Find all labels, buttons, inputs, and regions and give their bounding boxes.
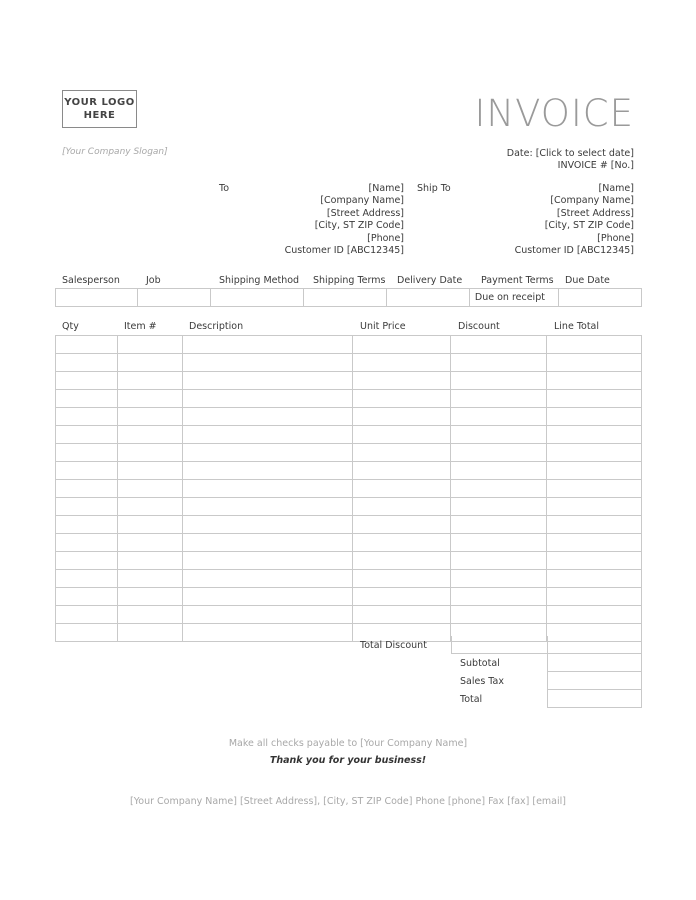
- description-cell[interactable]: [183, 516, 353, 534]
- item-number-cell[interactable]: [118, 624, 183, 642]
- table-row: [56, 534, 642, 552]
- ship-to-phone[interactable]: [Phone]: [597, 232, 634, 244]
- item-number-cell[interactable]: [118, 588, 183, 606]
- unit-price-cell[interactable]: [353, 588, 451, 606]
- bill-to-address[interactable]: [285, 183, 404, 257]
- qty-cell[interactable]: [56, 534, 118, 552]
- line-total-cell[interactable]: [547, 462, 642, 480]
- payment-terms-cell[interactable]: Due on receipt: [469, 289, 558, 307]
- line-total-cell[interactable]: [547, 444, 642, 462]
- ship-to-address[interactable]: [515, 183, 634, 257]
- description-cell[interactable]: [183, 408, 353, 426]
- unit-price-cell[interactable]: [353, 498, 451, 516]
- invoice-date[interactable]: Date: [Click to select date]: [506, 148, 634, 159]
- header-item-number: Item #: [124, 321, 157, 332]
- discount-cell[interactable]: [451, 516, 547, 534]
- item-number-cell[interactable]: [118, 606, 183, 624]
- discount-cell[interactable]: [451, 606, 547, 624]
- company-logo-placeholder: [62, 90, 137, 128]
- description-cell[interactable]: [183, 480, 353, 498]
- item-number-cell[interactable]: [118, 408, 183, 426]
- line-total-cell[interactable]: [547, 408, 642, 426]
- total-discount-linetotal-cell[interactable]: [547, 636, 642, 654]
- unit-price-cell[interactable]: [353, 516, 451, 534]
- qty-cell[interactable]: [56, 552, 118, 570]
- line-total-cell[interactable]: [547, 390, 642, 408]
- header-job: Job: [146, 275, 161, 286]
- header-unit-price: Unit Price: [360, 321, 406, 332]
- qty-cell[interactable]: [56, 570, 118, 588]
- item-number-cell[interactable]: [118, 534, 183, 552]
- header-discount: Discount: [458, 321, 500, 332]
- item-number-cell[interactable]: [118, 516, 183, 534]
- ship-to-street[interactable]: [Street Address]: [556, 207, 634, 219]
- description-cell[interactable]: [183, 336, 353, 354]
- qty-cell[interactable]: [56, 426, 118, 444]
- description-cell[interactable]: [183, 534, 353, 552]
- description-cell[interactable]: [183, 498, 353, 516]
- bill-to-company[interactable]: [Company Name]: [320, 195, 404, 207]
- discount-cell[interactable]: [451, 498, 547, 516]
- total-label: Total: [460, 694, 483, 705]
- qty-cell[interactable]: [56, 588, 118, 606]
- discount-cell[interactable]: [451, 534, 547, 552]
- description-cell[interactable]: [183, 570, 353, 588]
- qty-cell[interactable]: [56, 354, 118, 372]
- line-items-table: [55, 335, 642, 642]
- total-cell[interactable]: [547, 690, 642, 708]
- bill-to-name[interactable]: [Name]: [368, 183, 404, 194]
- ship-to-name[interactable]: [Name]: [598, 183, 634, 194]
- line-total-cell[interactable]: [547, 480, 642, 498]
- unit-price-cell[interactable]: [353, 444, 451, 462]
- unit-price-cell[interactable]: [353, 354, 451, 372]
- unit-price-cell[interactable]: [353, 372, 451, 390]
- qty-cell[interactable]: [56, 408, 118, 426]
- job-cell[interactable]: [138, 289, 210, 307]
- item-number-cell[interactable]: [118, 462, 183, 480]
- description-cell[interactable]: [183, 372, 353, 390]
- unit-price-cell[interactable]: [353, 480, 451, 498]
- line-total-cell[interactable]: [547, 570, 642, 588]
- discount-cell[interactable]: [451, 552, 547, 570]
- unit-price-cell[interactable]: [353, 390, 451, 408]
- discount-cell[interactable]: [451, 426, 547, 444]
- line-total-cell[interactable]: [547, 588, 642, 606]
- ship-to-company[interactable]: [Company Name]: [550, 195, 634, 207]
- unit-price-cell[interactable]: [353, 624, 451, 642]
- qty-cell[interactable]: [56, 480, 118, 498]
- company-contact-footer: [Your Company Name] [Street Address], [City, ST ZIP Code] Phone [phone] Fax [fax] [email]: [130, 796, 566, 807]
- line-total-cell[interactable]: [547, 516, 642, 534]
- item-number-cell[interactable]: [118, 480, 183, 498]
- qty-cell[interactable]: [56, 444, 118, 462]
- unit-price-cell[interactable]: [353, 336, 451, 354]
- due-date-cell[interactable]: [558, 289, 641, 307]
- unit-price-cell[interactable]: [353, 534, 451, 552]
- discount-cell[interactable]: [451, 390, 547, 408]
- header-payment-terms: Payment Terms: [481, 275, 554, 286]
- description-cell[interactable]: [183, 426, 353, 444]
- discount-cell[interactable]: [451, 408, 547, 426]
- item-number-cell[interactable]: [118, 390, 183, 408]
- item-number-cell[interactable]: [118, 354, 183, 372]
- sales-tax-cell[interactable]: [547, 672, 642, 690]
- discount-cell[interactable]: [451, 354, 547, 372]
- qty-cell[interactable]: [56, 462, 118, 480]
- header-qty: Qty: [62, 321, 79, 332]
- qty-cell[interactable]: [56, 498, 118, 516]
- unit-price-cell[interactable]: [353, 426, 451, 444]
- unit-price-cell[interactable]: [353, 462, 451, 480]
- table-row: [56, 426, 642, 444]
- header-salesperson: Salesperson: [62, 275, 120, 286]
- header-line-total: Line Total: [554, 321, 600, 332]
- delivery-date-cell[interactable]: [386, 289, 469, 307]
- table-row: [56, 462, 642, 480]
- table-row: [56, 354, 642, 372]
- line-total-cell[interactable]: [547, 552, 642, 570]
- table-row: [56, 570, 642, 588]
- bill-to-customer-id[interactable]: Customer ID [ABC12345]: [284, 245, 404, 257]
- table-row: [56, 552, 642, 570]
- bill-to-phone[interactable]: [Phone]: [367, 232, 404, 244]
- item-number-cell[interactable]: [118, 336, 183, 354]
- thank-you-note: Thank you for your business!: [269, 755, 427, 766]
- total-discount-cell[interactable]: [451, 636, 548, 654]
- table-row: [56, 516, 642, 534]
- table-row: [56, 498, 642, 516]
- line-total-cell[interactable]: [547, 372, 642, 390]
- unit-price-cell[interactable]: [353, 552, 451, 570]
- header-shipping-method: Shipping Method: [219, 275, 300, 286]
- description-cell[interactable]: [183, 444, 353, 462]
- table-row: [56, 408, 642, 426]
- logo-line-2: HERE: [83, 110, 116, 121]
- table-row: [56, 444, 642, 462]
- item-number-cell[interactable]: [118, 570, 183, 588]
- description-cell[interactable]: [183, 462, 353, 480]
- discount-cell[interactable]: [451, 336, 547, 354]
- item-number-cell[interactable]: [118, 498, 183, 516]
- qty-cell[interactable]: [56, 390, 118, 408]
- discount-cell[interactable]: [451, 570, 547, 588]
- qty-cell[interactable]: [56, 606, 118, 624]
- discount-cell[interactable]: [451, 462, 547, 480]
- table-row: [56, 588, 642, 606]
- unit-price-cell[interactable]: [353, 606, 451, 624]
- table-row: [56, 372, 642, 390]
- checks-payable-note: Make all checks payable to [Your Company Name]: [228, 738, 468, 749]
- table-row: [56, 336, 642, 354]
- bill-to-street[interactable]: [Street Address]: [326, 207, 404, 219]
- description-cell[interactable]: [183, 354, 353, 372]
- order-info-table: [55, 288, 642, 307]
- description-cell[interactable]: [183, 624, 353, 642]
- qty-cell[interactable]: [56, 624, 118, 642]
- ship-to-label: Ship To: [417, 183, 451, 194]
- item-number-cell[interactable]: [118, 426, 183, 444]
- subtotal-label: Subtotal: [460, 658, 500, 669]
- unit-price-cell[interactable]: [353, 408, 451, 426]
- shipping-terms-cell[interactable]: [303, 289, 386, 307]
- description-cell[interactable]: [183, 588, 353, 606]
- subtotal-cell[interactable]: [547, 654, 642, 672]
- table-row: [56, 480, 642, 498]
- discount-cell[interactable]: [451, 588, 547, 606]
- discount-cell[interactable]: [451, 444, 547, 462]
- line-total-cell[interactable]: [547, 426, 642, 444]
- table-row: [56, 606, 642, 624]
- sales-tax-label: Sales Tax: [460, 676, 504, 687]
- logo-line-1: YOUR LOGO: [64, 97, 135, 108]
- shipping-method-cell[interactable]: [210, 289, 303, 307]
- discount-cell[interactable]: [451, 372, 547, 390]
- line-total-cell[interactable]: [547, 336, 642, 354]
- line-total-cell[interactable]: [547, 354, 642, 372]
- item-number-cell[interactable]: [118, 552, 183, 570]
- total-discount-label: Total Discount: [360, 640, 427, 651]
- line-total-cell[interactable]: [547, 534, 642, 552]
- description-cell[interactable]: [183, 552, 353, 570]
- header-due-date: Due Date: [565, 275, 610, 286]
- header-description: Description: [189, 321, 244, 332]
- invoice-number[interactable]: INVOICE # [No.]: [557, 160, 634, 171]
- bill-to-city[interactable]: [City, ST ZIP Code]: [314, 220, 404, 232]
- item-number-cell[interactable]: [118, 444, 183, 462]
- invoice-title: INVOICE: [474, 92, 634, 135]
- qty-cell[interactable]: [56, 516, 118, 534]
- line-total-cell[interactable]: [547, 606, 642, 624]
- header-shipping-terms: Shipping Terms: [313, 275, 386, 286]
- item-number-cell[interactable]: [118, 372, 183, 390]
- description-cell[interactable]: [183, 390, 353, 408]
- description-cell[interactable]: [183, 606, 353, 624]
- qty-cell[interactable]: [56, 336, 118, 354]
- unit-price-cell[interactable]: [353, 570, 451, 588]
- ship-to-customer-id[interactable]: Customer ID [ABC12345]: [514, 245, 634, 257]
- discount-cell[interactable]: [451, 480, 547, 498]
- table-row: [56, 390, 642, 408]
- ship-to-city[interactable]: [City, ST ZIP Code]: [544, 220, 634, 232]
- company-slogan[interactable]: [Your Company Slogan]: [62, 147, 168, 157]
- qty-cell[interactable]: [56, 372, 118, 390]
- header-delivery-date: Delivery Date: [397, 275, 463, 286]
- bill-to-label: To: [219, 183, 230, 194]
- salesperson-cell[interactable]: [56, 289, 138, 307]
- line-total-cell[interactable]: [547, 498, 642, 516]
